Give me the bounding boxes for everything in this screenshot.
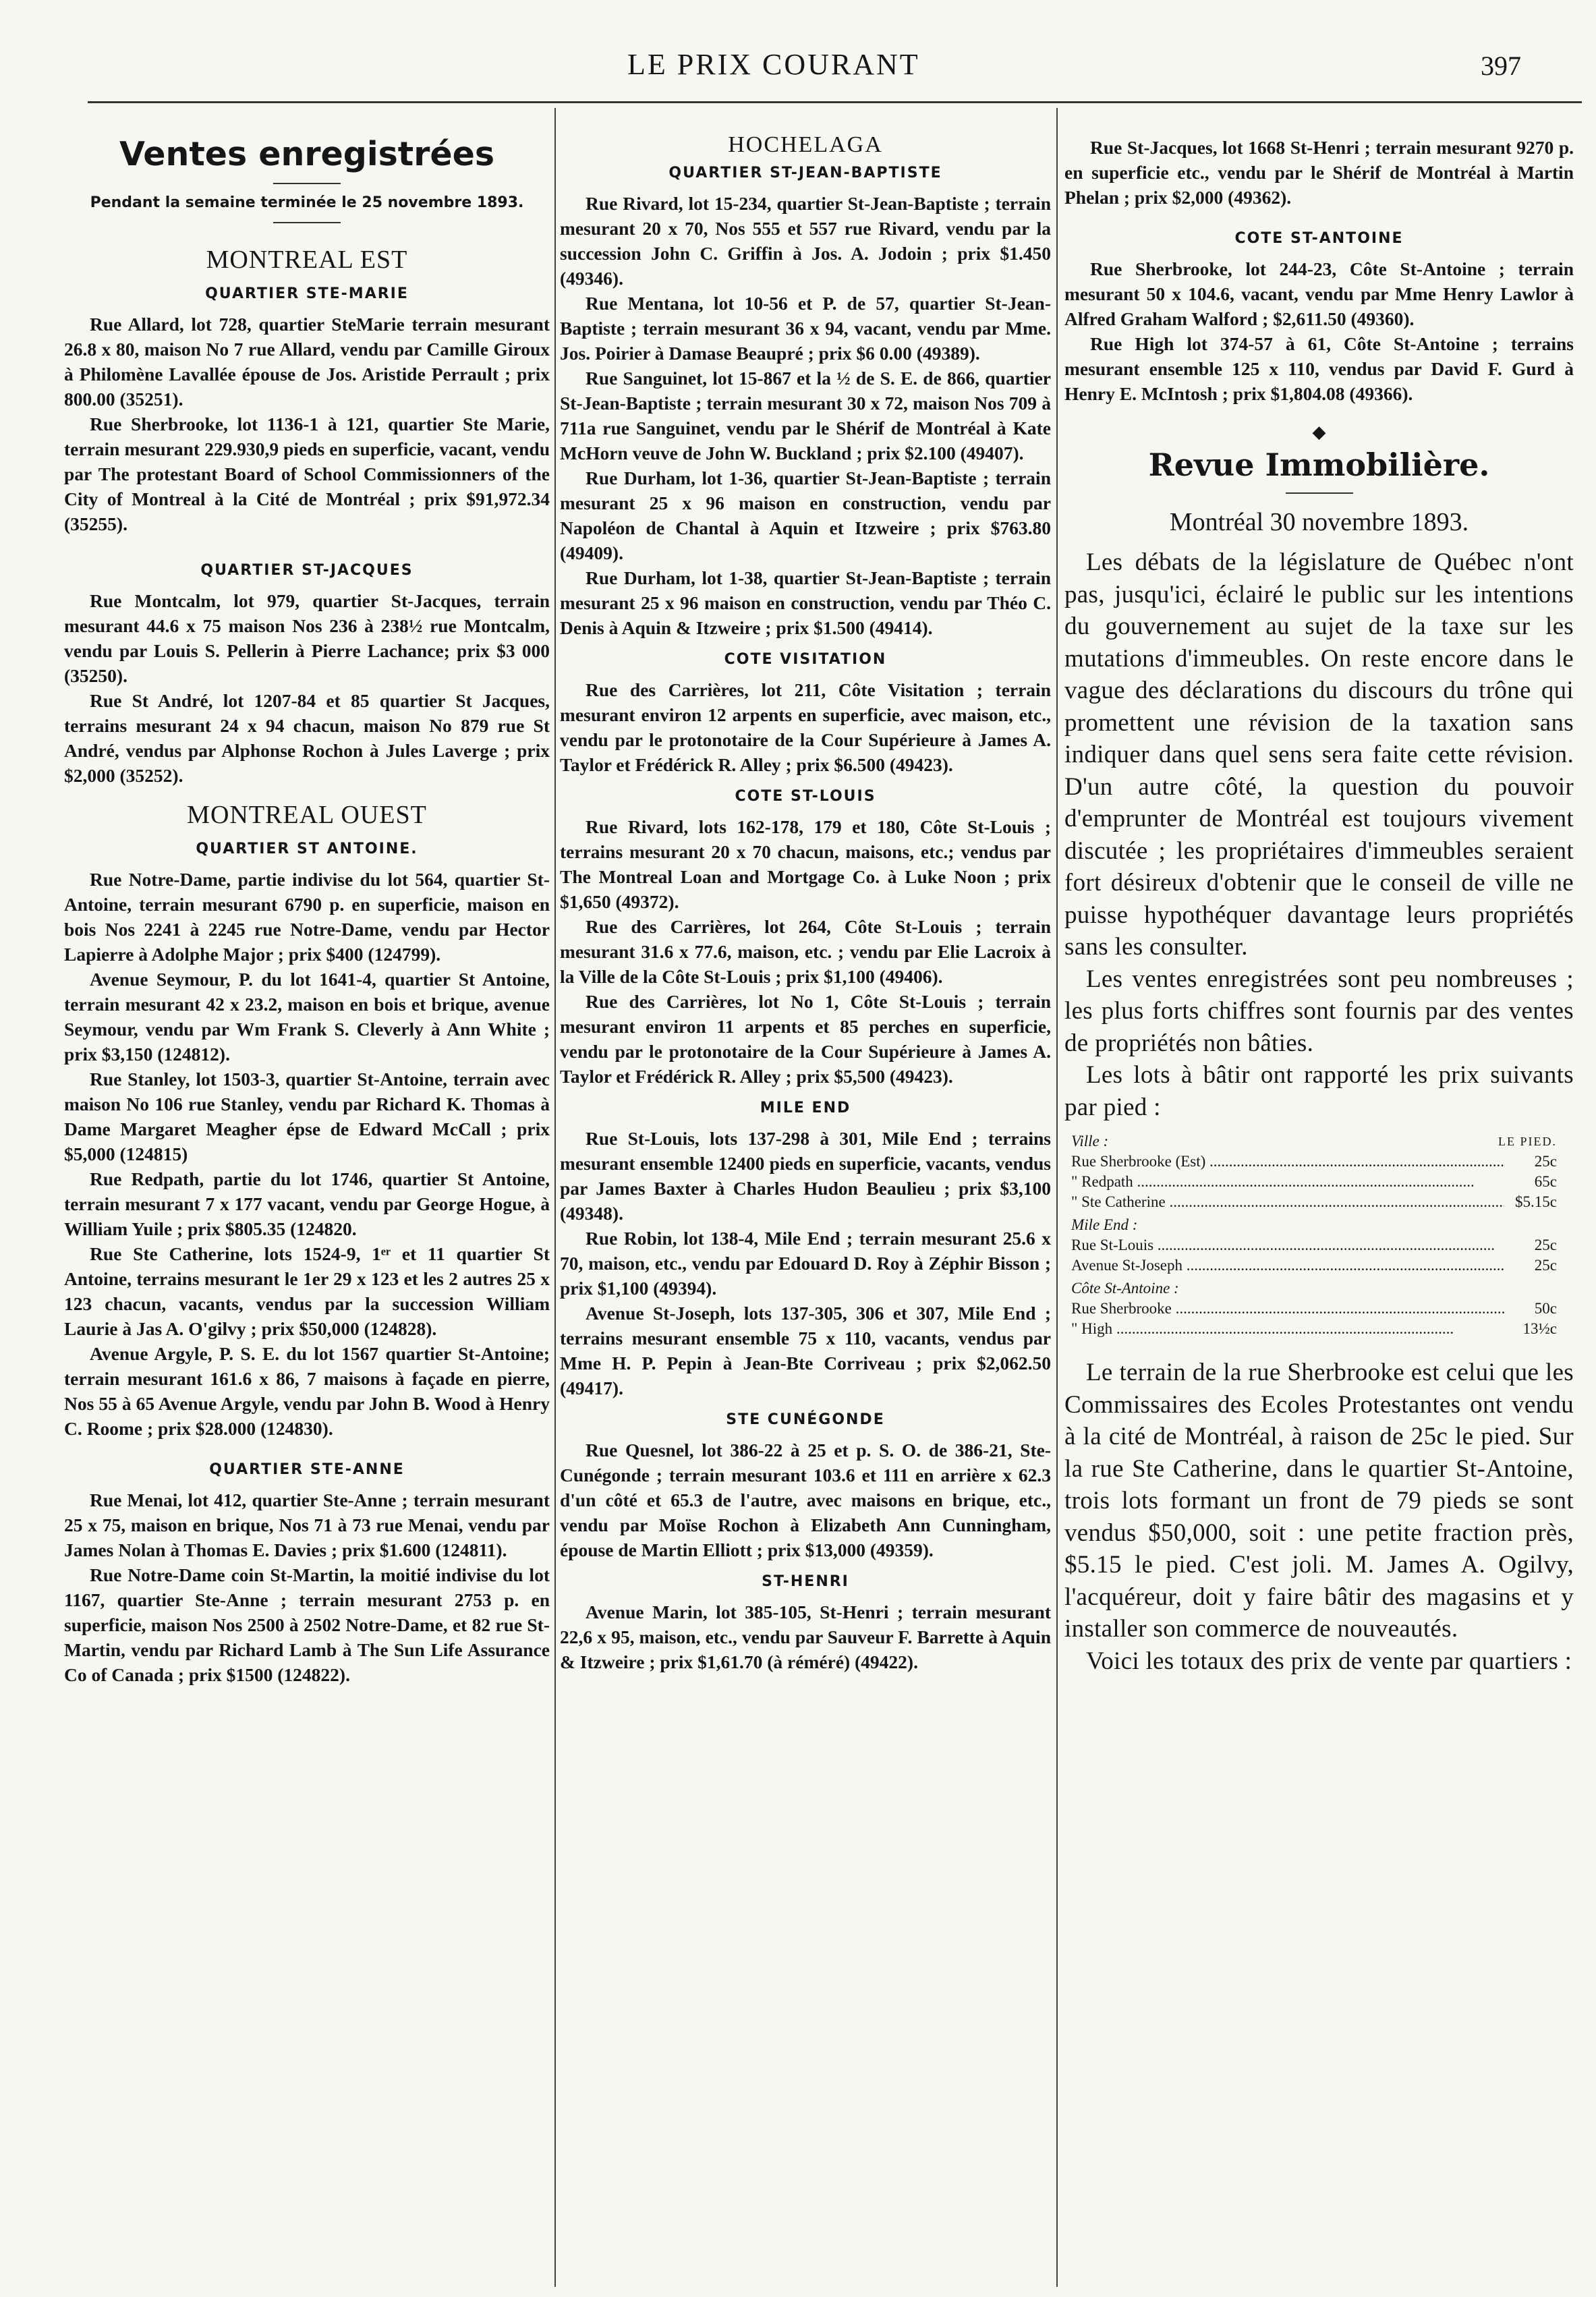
- divider: [273, 222, 341, 223]
- price-value: 25c: [1534, 1153, 1557, 1170]
- sale-entry: Avenue Seymour, P. du lot 1641-4, quartier St Antoine, terrain mesurant 42 x 23.2, maison en bois et brique, avenue Seymour, vendu par Wm Frank S. Cleverly à Ann White ; prix $3,150 (124812).: [64, 969, 550, 1065]
- price-street: Rue Sherbrooke .....: [1071, 1299, 1504, 1319]
- sale-entry: Rue Notre-Dame, partie indivise du lot 564, quartier St-Antoine, terrain mesurant 6790 p. en superficie, maison en bois Nos 2241 à 2245 rue Notre-Dame, vendu par Hector Lapierre à Adolphe Major ; prix $400 (124799).: [64, 869, 550, 965]
- quarter-heading: QUARTIER STE-ANNE: [209, 1461, 405, 1478]
- article-paragraph: Les lots à bâtir ont rapporté les prix suivants par pied :: [1064, 1061, 1574, 1121]
- column-1: [64, 135, 550, 2273]
- sale-entry: Rue Menai, lot 412, quartier Ste-Anne ; terrain mesurant 25 x 75, maison en brique, Nos 71 à 73 rue Menai, vendu par James Nolan à Thomas E. Davies ; prix $1.600 (124811).: [64, 1490, 550, 1560]
- price-street: Rue St-Louis .....: [1071, 1235, 1504, 1255]
- running-title: LE PRIX COURANT: [627, 48, 920, 81]
- sale-entry: Rue Quesnel, lot 386-22 à 25 et p. S. O. de 386-21, Ste-Cunégonde ; terrain mesurant 103.6 et 111 en arrière x 62.3 d'un côté et 65.3 de l'autre, avec maisons en brique, etc., vendu par Moïse Rochon à Elizabeth Ann Cunningham, épouse de Martin Elliott ; prix $13,000 (49359).: [560, 1440, 1051, 1560]
- price-street: Avenue St-Joseph .....: [1071, 1255, 1504, 1276]
- article-paragraph: Le terrain de la rue Sherbrooke est celui que les Commissaires des Ecoles Protestantes ont vendu à la cité de Montréal, à raison de 25c le pied. Sur la rue Ste Catherine, dans le quartier St-Antoine, trois lots formant un front de 79 pieds se sont vendus $50,000, soit : une petite fraction près, $5.15 le pied. C'est joli. M. James A. Ogilvy, l'acquéreur, doit y faire bâtir des magasins et y installer son commerce de nouveautés.: [1064, 1359, 1574, 1643]
- sale-entry: Rue des Carrières, lot 264, Côte St-Louis ; terrain mesurant 31.6 x 77.6, maison, etc. ; vendu par Elie Lacroix à la Ville de la Côte St-Louis ; prix $1,100 (49406).: [560, 916, 1051, 987]
- page-number: 397: [1481, 51, 1521, 81]
- price-table: [1071, 1131, 1557, 1339]
- article-paragraph: Les ventes enregistrées sont peu nombreuses ; les plus forts chiffres sont fournis par des ventes de propriétés non bâties.: [1064, 965, 1574, 1057]
- price-row: [1071, 1255, 1557, 1276]
- sale-entry: Rue Mentana, lot 10-56 et P. de 57, quartier St-Jean-Baptiste ; terrain mesurant 36 x 94, vacant, vendu par Mme. Jos. Poirier à Damase Beaupré ; prix $6 0.00 (49389).: [560, 293, 1051, 364]
- quarter-heading: QUARTIER ST-JEAN-BAPTISTE: [668, 165, 942, 181]
- price-row: [1071, 1319, 1557, 1339]
- sale-entry: Rue Notre-Dame coin St-Martin, la moitié indivise du lot 1167, quartier Ste-Anne ; terrain mesurant 2753 p. en superficie, maison Nos 2500 à 2502 Notre-Dame, et 82 rue St-Martin, vendu par Richard Lamb à The Sun Life Assurance Co of Canada ; prix $1500 (124822).: [64, 1564, 550, 1685]
- column-divider: [554, 108, 556, 2287]
- price-group-label: Côte St-Antoine :: [1071, 1280, 1179, 1297]
- price-row: [1071, 1192, 1557, 1212]
- section-subtitle: Pendant la semaine terminée le 25 novembre 1893.: [90, 194, 524, 211]
- price-group: [1071, 1215, 1557, 1235]
- sale-entry: Rue Sherbrooke, lot 1136-1 à 121, quartier Ste Marie, terrain mesurant 229.930,9 pieds en superficie, vacant, vendu par The protestant Board of School Commissionners of the City of Montreal à la Cité de Montréal ; prix $91,972.34 (35255).: [64, 414, 550, 534]
- price-group-label: Ville :: [1071, 1133, 1109, 1150]
- column-divider: [1056, 108, 1058, 2287]
- price-street: " Ste Catherine .....: [1071, 1192, 1504, 1212]
- sale-entry: Rue Durham, lot 1-36, quartier St-Jean-Baptiste ; terrain mesurant 25 x 96 maison en construction, vendu par Napoléon de Chantal à Aquin et Itzweire ; prix $763.80 (49409).: [560, 467, 1051, 563]
- district-heading: MONTREAL OUEST: [187, 801, 427, 829]
- sale-entry: Avenue St-Joseph, lots 137-305, 306 et 307, Mile End ; terrains mesurant ensemble 75 x 110, vacants, vendus par Mme H. P. Pepin à Jean-Bte Corriveau ; prix $2,062.50 (49417).: [560, 1303, 1051, 1398]
- quarter-heading: COTE ST-ANTOINE: [1234, 230, 1404, 247]
- price-group: [1071, 1131, 1557, 1152]
- sale-entry: Rue St-Jacques, lot 1668 St-Henri ; terrain mesurant 9270 p. en superficie etc., vendu par le Shérif de Montréal à Martin Phelan ; prix $2,000 (49362).: [1064, 137, 1574, 208]
- sale-entry: Rue Rivard, lot 15-234, quartier St-Jean-Baptiste ; terrain mesurant 20 x 70, Nos 555 et 557 rue Rivard, vendu par la succession John C. Griffin à Jos. A. Jodoin ; prix $1.450 (49346).: [560, 193, 1051, 289]
- sale-entry: Rue Allard, lot 728, quartier SteMarie terrain mesurant 26.8 x 80, maison No 7 rue Allard, vendu par Camille Giroux à Philomène Lavallée épouse de Jos. Aristide Perrault ; prix 800.00 (35251).: [64, 314, 550, 409]
- sale-entry: Rue Robin, lot 138-4, Mile End ; terrain mesurant 25.6 x 70, maison, etc., vendu par Edouard D. Roy à Zéphir Bisson ; prix $1,100 (49394).: [560, 1228, 1051, 1299]
- sale-entry: Rue des Carrières, lot 211, Côte Visitation ; terrain mesurant environ 12 arpents en superficie, avec maison, etc., vendu par le protonotaire de la Cour Supérieure à James A. Taylor et Frédérick R. Alley ; prix $6.500 (49423).: [560, 679, 1051, 775]
- quarter-heading: QUARTIER ST ANTOINE.: [196, 841, 418, 857]
- sale-entry: Rue Redpath, partie du lot 1746, quartier St Antoine, terrain mesurant 7 x 177 vacant, vendu par George Hogue, à William Yuile ; prix $805.35 (124820.: [64, 1168, 550, 1239]
- price-column-header: LE PIED.: [1498, 1135, 1557, 1148]
- sale-entry: Rue Sanguinet, lot 15-867 et la ½ de S. E. de 866, quartier St-Jean-Baptiste ; terrain mesurant 30 x 72, maison Nos 709 à 711a rue Sanguinet, vendu par le Shérif de Montréal à Kate McHorn veuve de John W. Buckland ; prix $2.100 (49407).: [560, 368, 1051, 463]
- column-3: [1064, 135, 1574, 2273]
- sale-entry: Rue High lot 374-57 à 61, Côte St-Antoine ; terrains mesurant ensemble 125 x 110, vendus par David F. Gurd à Henry E. McIntosh ; prix $1,804.08 (49366).: [1064, 333, 1574, 404]
- divider: [1286, 492, 1353, 494]
- price-value: 25c: [1534, 1237, 1557, 1253]
- dateline: Montréal 30 novembre 1893.: [1169, 508, 1469, 536]
- article-title: Revue Immobilière.: [1148, 447, 1490, 483]
- price-row: [1071, 1235, 1557, 1255]
- divider: [273, 183, 341, 184]
- sale-entry: Rue Montcalm, lot 979, quartier St-Jacques, terrain mesurant 44.6 x 75 maison Nos 236 à 238½ rue Montcalm, vendu par Louis S. Pellerin à Pierre Lachance; prix $3 000 (35250).: [64, 590, 550, 686]
- page-header: [0, 47, 1596, 101]
- price-row: [1071, 1152, 1557, 1172]
- sale-entry: Rue Durham, lot 1-38, quartier St-Jean-Baptiste ; terrain mesurant 25 x 96 maison en construction, vendu par Théo C. Denis à Aquin & Itzweire ; prix $1.500 (49414).: [560, 567, 1051, 638]
- sale-entry: Rue Rivard, lots 162-178, 179 et 180, Côte St-Louis ; terrains mesurant 20 x 70 chacun, maisons, etc.; vendus par The Montreal Loan and Mortgage Co. à Luke Noon ; prix $1,650 (49372).: [560, 816, 1051, 912]
- article-paragraph: Les débats de la législature de Québec n'ont pas, jusqu'ici, éclairé le public sur les intentions du gouvernement au sujet de la taxe sur les mutations d'immeubles. On reste encore dans le vague des déclarations du discours du trône qui promettent une révision de la taxation sans indiquer dans quel sens sera faite cette révision. D'un autre côté, la question du pouvoir d'emprunter de Montréal est toujours vivement discutée ; les propriétaires d'immeubles seraient fort désireux d'obtenir que le conseil de ville ne puisse hypothéquer davantage leurs propriétés sans les consulter.: [1064, 548, 1574, 961]
- quarter-heading: QUARTIER STE-MARIE: [205, 285, 409, 302]
- price-row: [1071, 1299, 1557, 1319]
- price-group-label: Mile End :: [1071, 1216, 1138, 1233]
- district-heading: HOCHELAGA: [728, 135, 883, 157]
- price-group: [1071, 1278, 1557, 1299]
- quarter-heading: COTE VISITATION: [724, 651, 887, 668]
- quarter-heading: STE CUNÉGONDE: [726, 1411, 885, 1428]
- sale-entry: Rue Ste Catherine, lots 1524-9, 1ᵉʳ et 11 quartier St Antoine, terrains mesurant le 1er 29 x 123 et les 2 autres 25 x 123 chacun, vacants, vendus par la succession William Laurie à Jas A. O'gilvy ; prix $50,000 (124828).: [64, 1243, 550, 1339]
- quarter-heading: ST-HENRI: [762, 1573, 849, 1590]
- price-street: " High .....: [1071, 1319, 1504, 1339]
- sale-entry: Rue des Carrières, lot No 1, Côte St-Louis ; terrain mesurant environ 11 arpents et 85 perches en superficie, vendu par le protonotaire de la Cour Supérieure à James A. Taylor et Frédérick R. Alley ; prix $5,500 (49423).: [560, 991, 1051, 1087]
- sale-entry: Rue Sherbrooke, lot 244-23, Côte St-Antoine ; terrain mesurant 50 x 104.6, vacant, vendu par Mme Henry Lawlor à Alfred Graham Walford ; $2,611.50 (49360).: [1064, 258, 1574, 329]
- price-value: 65c: [1534, 1173, 1557, 1190]
- price-street: Rue Sherbrooke (Est) .....: [1071, 1152, 1504, 1172]
- price-street: " Redpath .....: [1071, 1172, 1504, 1192]
- sale-entry: Rue St André, lot 1207-84 et 85 quartier St Jacques, terrains mesurant 24 x 94 chacun, maison No 879 rue St André, vendus par Alphonse Rochon à Jules Laverge ; prix $2,000 (35252).: [64, 690, 550, 786]
- price-value: 25c: [1534, 1257, 1557, 1274]
- price-value: 13½c: [1522, 1320, 1557, 1337]
- price-row: [1071, 1172, 1557, 1192]
- column-2: [560, 135, 1051, 2273]
- sale-entry: Avenue Marin, lot 385-105, St-Henri ; terrain mesurant 22,6 x 95, maison, etc., vendu par Sauveur F. Barrette à Aquin & Itzweire ; prix $1,61.70 (à réméré) (49422).: [560, 1601, 1051, 1672]
- quarter-heading: QUARTIER ST-JACQUES: [200, 562, 414, 579]
- quarter-heading: MILE END: [760, 1100, 851, 1116]
- price-value: $5.15c: [1515, 1193, 1557, 1210]
- header-rule: [88, 101, 1582, 103]
- price-value: 50c: [1534, 1300, 1557, 1317]
- article-paragraph: Voici les totaux des prix de vente par quartiers :: [1086, 1647, 1572, 1675]
- sale-entry: Rue St-Louis, lots 137-298 à 301, Mile End ; terrains mesurant ensemble 12400 pieds en superficie, vacants, vendus par James Baxter à Charles Hudon Beaulieu ; prix $3,100 (49348).: [560, 1128, 1051, 1224]
- section-title: Ventes enregistrées: [119, 135, 494, 173]
- sale-entry: Avenue Argyle, P. S. E. du lot 1567 quartier St-Antoine; terrain mesurant 161.6 x 86, 7 maisons à façade en pierre, Nos 55 à 65 Avenue Argyle, vendu par John B. Wood à Henry C. Roome ; prix $28.000 (124830).: [64, 1343, 550, 1439]
- quarter-heading: COTE ST-LOUIS: [735, 788, 876, 805]
- sale-entry: Rue Stanley, lot 1503-3, quartier St-Antoine, terrain avec maison No 106 rue Stanley, vendu par Richard K. Thomas à Dame Margaret Meagher épse de Edward McCall ; prix $5,000 (124815): [64, 1069, 550, 1164]
- district-heading: MONTREAL EST: [206, 246, 408, 274]
- ornament-icon: ◆: [1312, 422, 1326, 443]
